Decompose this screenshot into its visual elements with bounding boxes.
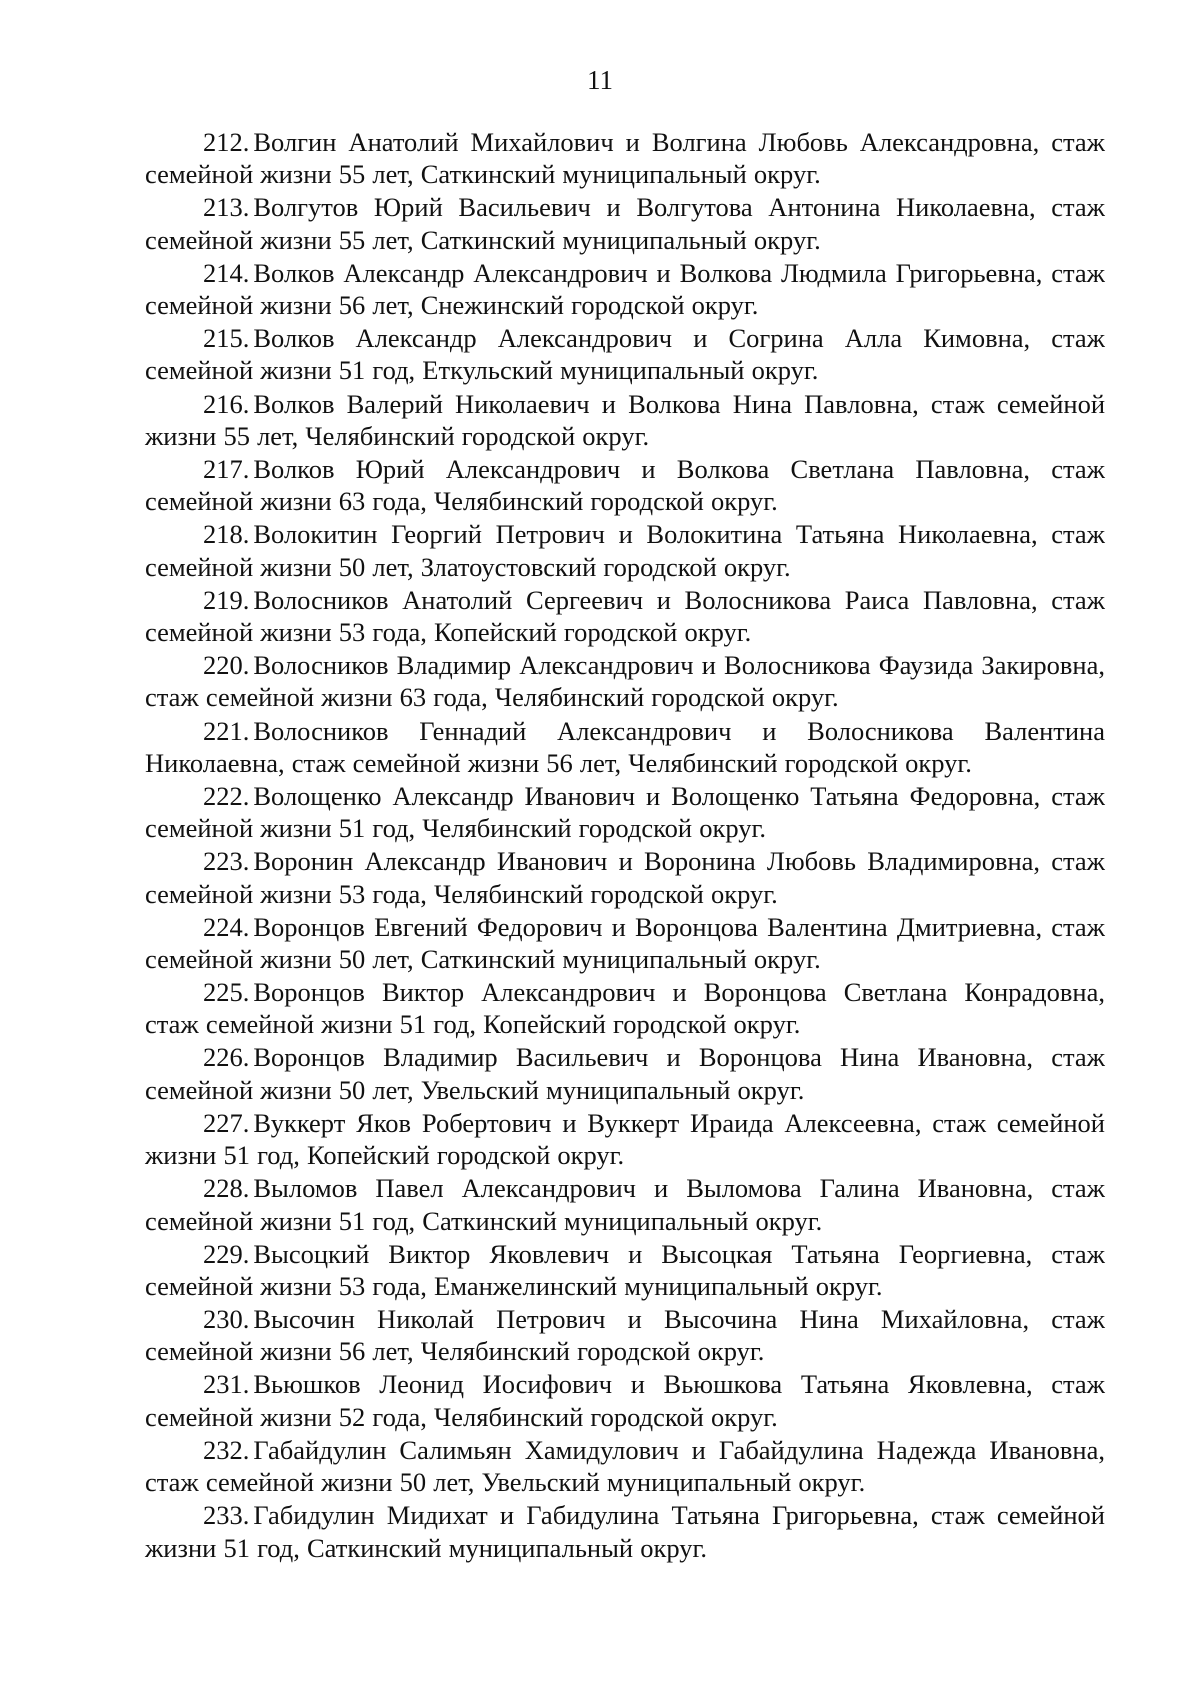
entry-number: 226. [203,1042,250,1073]
entry-number: 233. [203,1500,250,1531]
entry-text: Волокитин Георгий Петрович и Волокитина Татьяна Николаевна, стаж семейной жизни 50 лет, Златоустовский городской округ. [145,519,1105,582]
entry-number: 222. [203,780,250,811]
list-item [145,388,1105,453]
entry-number: 230. [203,1304,250,1335]
list-item [145,257,1105,322]
list-item [145,715,1105,780]
list-item [145,518,1105,583]
entry-number: 229. [203,1238,250,1269]
entry-text: Волков Валерий Николаевич и Волкова Нина Павловна, стаж семейной жизни 55 лет, Челябинский городской округ. [145,388,1105,451]
entry-number: 227. [203,1107,250,1138]
list-item [145,1107,1105,1172]
entry-number: 220. [203,650,250,681]
entry-text: Воронцов Виктор Александрович и Воронцова Светлана Конрадовна, стаж семейной жизни 51 год, Копейский городской округ. [145,977,1105,1040]
entry-text: Габайдулин Салимьян Хамидулович и Габайдулина Надежда Ивановна, стаж семейной жизни 50 лет, Увельский муниципальный округ. [145,1434,1105,1498]
list-item [145,845,1105,910]
list-item [145,1434,1105,1499]
entry-text: Воронцов Владимир Васильевич и Воронцова Нина Ивановна, стаж семейной жизни 50 лет, Увельский муниципальный округ. [145,1042,1105,1105]
entry-text: Высочин Николай Петрович и Высочина Нина Михайловна, стаж семейной жизни 56 лет, Челябинский городской округ. [145,1304,1105,1367]
list-item [145,649,1105,714]
entry-number: 212. [203,127,250,157]
entry-text: Волков Юрий Александрович и Волкова Светлана Павловна, стаж семейной жизни 63 года, Челябинский городской округ. [145,453,1105,517]
entry-text: Высоцкий Виктор Яковлевич и Высоцкая Татьяна Георгиевна, стаж семейной жизни 53 года, Еманжелинский муниципальный округ. [145,1238,1105,1301]
entry-text: Воронин Александр Иванович и Воронина Любовь Владимировна, стаж семейной жизни 53 года, Челябинский городской округ. [145,846,1105,909]
list-item [145,191,1105,256]
entry-text: Выломов Павел Александрович и Выломова Галина Ивановна, стаж семейной жизни 51 год, Саткинский муниципальный округ. [145,1173,1105,1236]
entry-text: Волгутов Юрий Васильевич и Волгутова Антонина Николаевна, стаж семейной жизни 55 лет, Саткинский муниципальный округ. [145,192,1105,255]
list-item [145,1238,1105,1303]
entry-text: Волосников Геннадий Александрович и Волосникова Валентина Николаевна, стаж семейной жизни 56 лет, Челябинский городской округ. [145,715,1105,778]
entry-text: Волосников Анатолий Сергеевич и Волосникова Раиса Павловна, стаж семейной жизни 53 года, Копейский городской округ. [145,584,1105,648]
list-item [145,584,1105,649]
entry-number: 216. [203,388,250,419]
entry-number: 224. [203,911,250,942]
entry-number: 221. [203,715,250,746]
entry-number: 218. [203,519,250,550]
entry-number: 214. [203,257,250,288]
entry-number: 217. [203,453,250,484]
entry-number: 225. [203,977,250,1008]
list-item [145,1303,1105,1368]
page-number: 11 [587,65,613,95]
entry-text: Габидулин Мидихат и Габидулина Татьяна Григорьевна, стаж семейной жизни 51 год, Саткинский муниципальный округ. [145,1500,1105,1563]
list-item [145,126,1105,191]
entry-number: 215. [203,323,250,354]
entry-text: Воронцов Евгений Федорович и Воронцова Валентина Дмитриевна, стаж семейной жизни 50 лет, Саткинский муниципальный округ. [145,911,1105,974]
entry-number: 228. [203,1173,250,1204]
entry-number: 219. [203,584,250,615]
entry-text: Вьюшков Леонид Иосифович и Вьюшкова Татьяна Яковлевна, стаж семейной жизни 52 года, Челябинский городской округ. [145,1369,1105,1432]
entry-number: 223. [203,846,250,877]
entry-text: Вуккерт Яков Робертович и Вуккерт Ираида Алексеевна, стаж семейной жизни 51 год, Копейский городской округ. [145,1107,1105,1171]
entry-text: Волков Александр Александрович и Волкова Людмила Григорьевна, стаж семейной жизни 56 лет, Снежинский городской округ. [145,257,1105,321]
list-item [145,976,1105,1041]
entry-text: Волощенко Александр Иванович и Волощенко Татьяна Федоровна, стаж семейной жизни 51 год, Челябинский городской округ. [145,780,1105,844]
list-item [145,322,1105,387]
list-item [145,1041,1105,1106]
entry-list [145,126,1105,1565]
list-item [145,780,1105,845]
list-item [145,1499,1105,1564]
entry-text: Волгин Анатолий Михайлович и Волгина Любовь Александровна, стаж семейной жизни 55 лет, Саткинский муниципальный округ. [145,127,1105,190]
entry-text: Волков Александр Александрович и Согрина Алла Кимовна, стаж семейной жизни 51 год, Еткульский муниципальный округ. [145,323,1105,386]
entry-number: 213. [203,192,250,223]
list-item [145,453,1105,518]
entry-number: 232. [203,1434,250,1465]
entry-number: 231. [203,1369,250,1400]
entry-text: Волосников Владимир Александрович и Волосникова Фаузида Закировна, стаж семейной жизни 63 года, Челябинский городской округ. [145,650,1105,713]
list-item [145,1172,1105,1237]
list-item [145,1368,1105,1433]
list-item [145,911,1105,976]
